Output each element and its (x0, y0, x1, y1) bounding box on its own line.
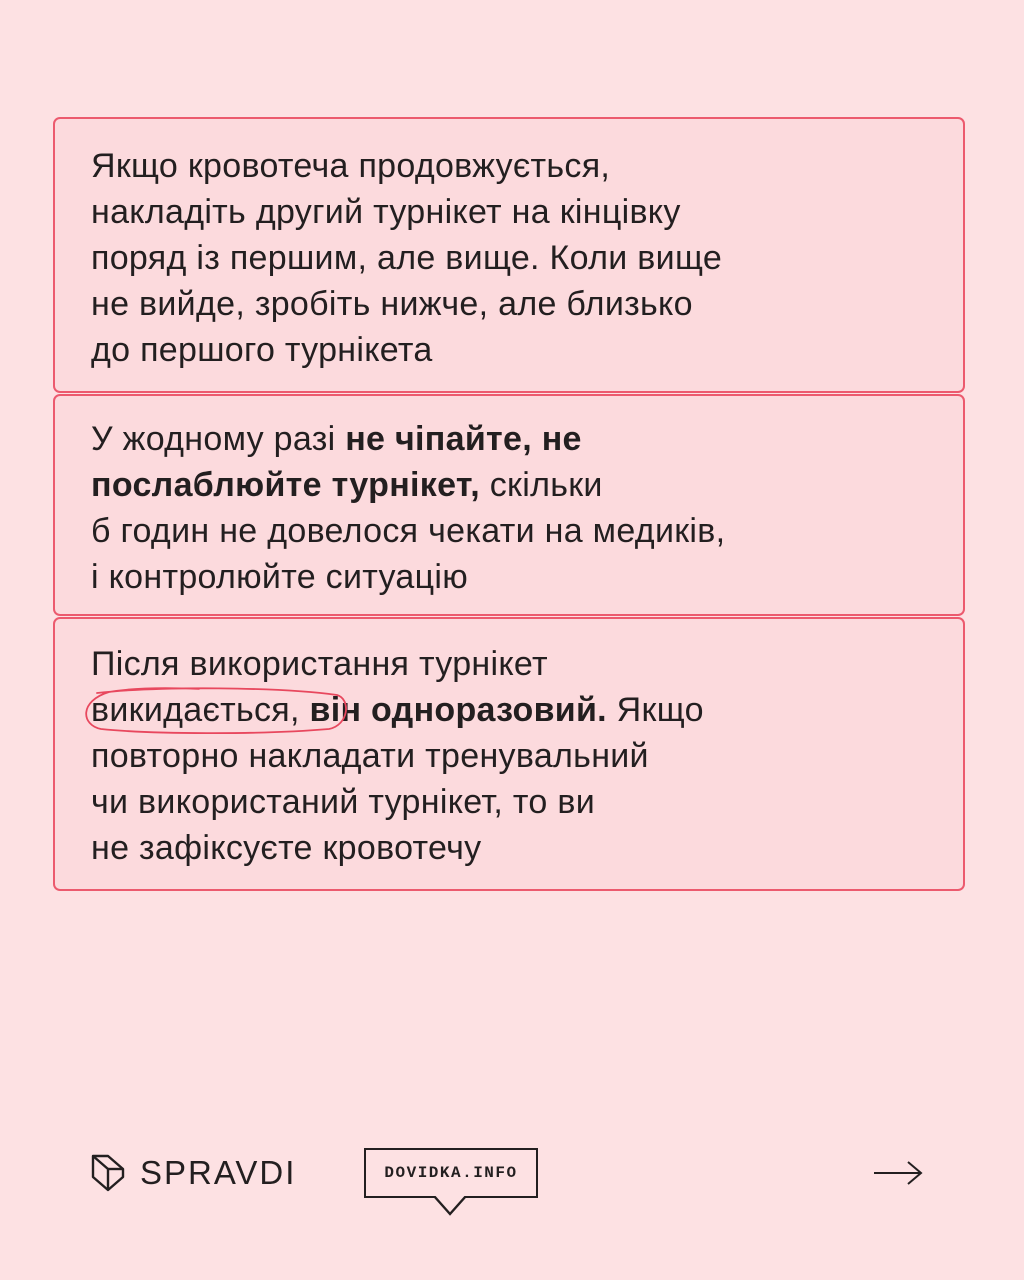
card-3-line: повторно накладати тренувальний (91, 737, 649, 775)
circled-word-text: викидається (91, 691, 291, 729)
info-card-3 (53, 617, 965, 891)
card-1-line: до першого турнікета (91, 331, 433, 369)
dovidka-logo[interactable] (364, 1148, 538, 1198)
footer (0, 1140, 1024, 1220)
card-3-line: не зафіксуєте кровотечу (91, 829, 482, 867)
card-3-text (91, 641, 927, 871)
dovidka-label: DOVIDKA.INFO (384, 1164, 518, 1182)
spravdi-label: SPRAVDI (140, 1154, 297, 1191)
card-3-text-normal: Якщо (606, 691, 704, 729)
hand-drawn-circle-icon (79, 685, 357, 735)
spravdi-logo[interactable] (90, 1153, 296, 1193)
card-2-line (91, 416, 927, 462)
card-3-comma: , (290, 691, 310, 729)
next-arrow-button[interactable] (872, 1160, 924, 1191)
card-2-text-normal: У жодному разі (91, 420, 346, 458)
card-3-line: чи використаний турнікет, то ви (91, 783, 596, 821)
card-3-line: Після використання турнікет (91, 645, 548, 683)
card-2-line (91, 462, 927, 508)
card-2-text-normal: скільки (480, 466, 603, 504)
card-2-text-bold: не чіпайте, не (345, 420, 582, 458)
card-2-line: і контролюйте ситуацію (91, 558, 469, 596)
card-1-text (91, 143, 927, 373)
card-1-line: поряд із першим, але вище. Коли вище (91, 239, 723, 277)
card-1-line: Якщо кровотеча продовжується, (91, 147, 611, 185)
card-1-line: не вийде, зробіть нижче, але близько (91, 285, 693, 323)
arrow-right-icon (872, 1160, 924, 1186)
card-2-text-bold: послаблюйте турнікет, (91, 466, 480, 504)
circled-word (91, 687, 290, 733)
speech-bubble-tail-icon (434, 1196, 466, 1218)
card-1-line: накладіть другий турнікет на кінцівку (91, 193, 681, 231)
info-card-2 (53, 394, 965, 616)
card-3-text-bold: він одноразовий. (309, 691, 607, 729)
card-2-text (91, 416, 927, 600)
info-card-1 (53, 117, 965, 393)
spravdi-logo-icon (90, 1153, 126, 1193)
card-2-line: б годин не довелося чекати на медиків, (91, 512, 726, 550)
dovidka-box (364, 1148, 538, 1198)
card-3-line (91, 687, 927, 733)
